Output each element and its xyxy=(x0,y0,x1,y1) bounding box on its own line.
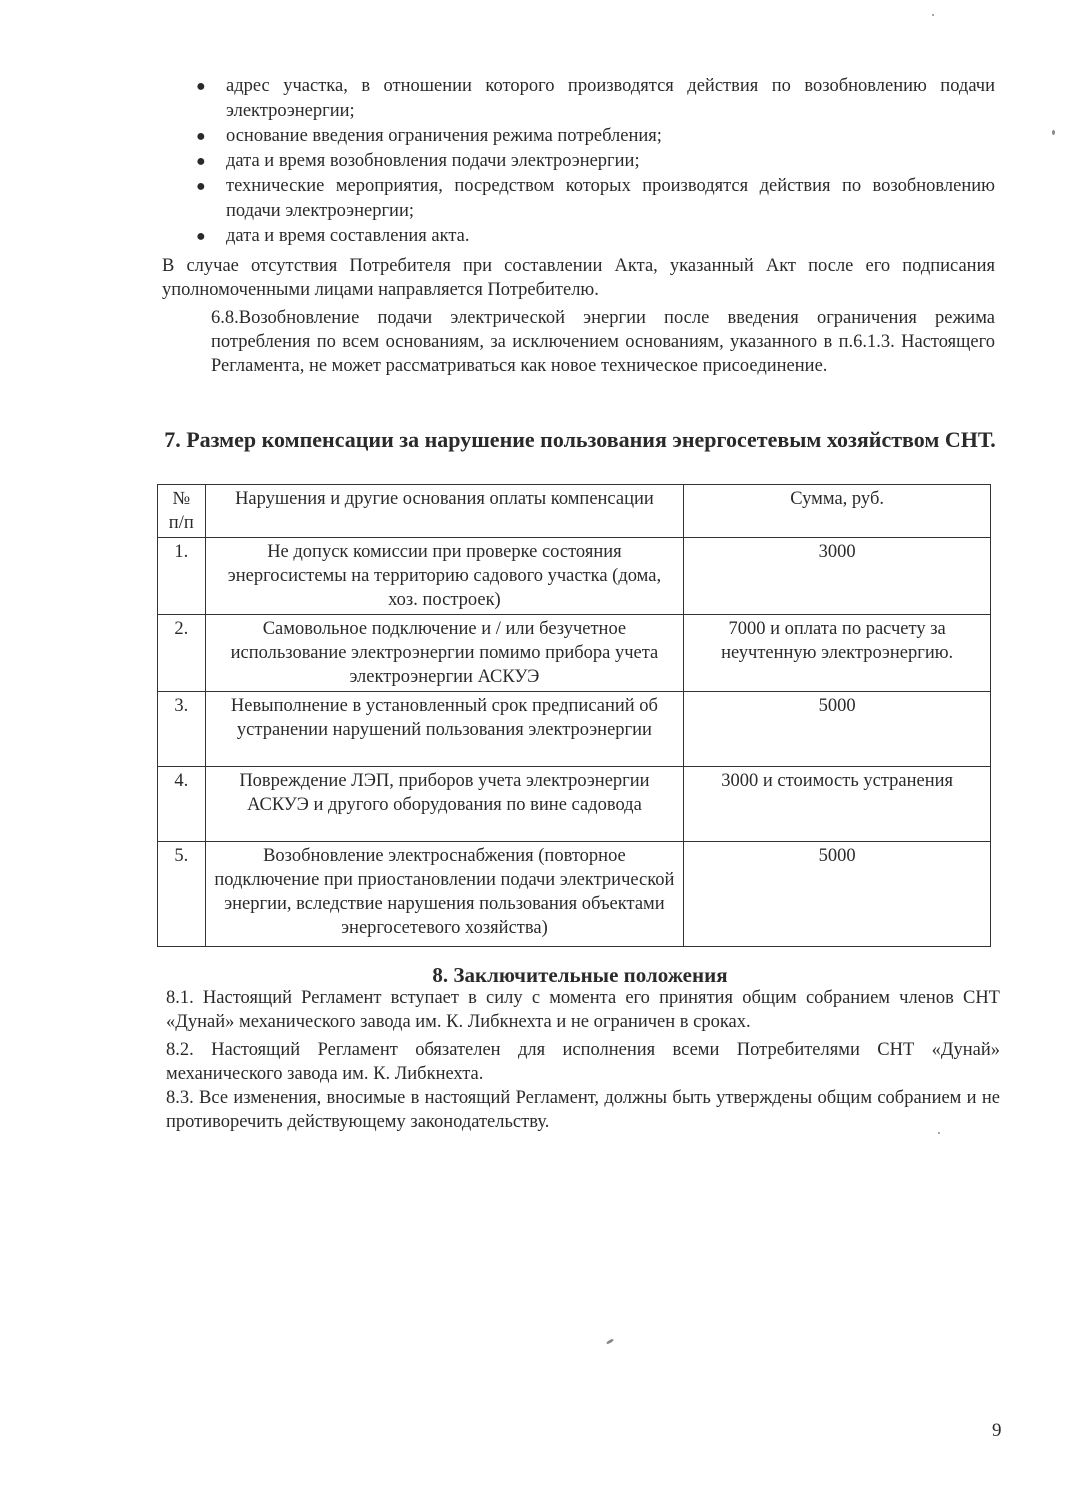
scan-speck xyxy=(938,1132,940,1134)
section-7-title: 7. Размер компенсации за нарушение пользования энергосетевым хозяйством СНТ. xyxy=(164,427,996,452)
table-row xyxy=(158,615,991,692)
row-amount: 3000 xyxy=(684,538,991,615)
paragraph-8-2: 8.2. Настоящий Регламент обязателен для исполнения всеми Потребителями СНТ «Дунай» механического завода им. К. Либкнехта. xyxy=(166,1040,1000,1084)
row-violation: Не допуск комиссии при проверке состояния энергосистемы на территорию садового участка (дома, хоз. построек) xyxy=(205,538,684,615)
bullet-icon: ● xyxy=(196,228,206,245)
row-num: 4. xyxy=(158,767,206,842)
row-violation: Возобновление электроснабжения (повторное подключение при приостановлении подачи электрической энергии, вследствие нарушения пользования объектами энергосетевого хозяйства) xyxy=(205,842,684,947)
row-num: 2. xyxy=(158,615,206,692)
row-violation: Повреждение ЛЭП, приборов учета электроэнергии АСКУЭ и другого оборудования по вине садовода xyxy=(205,767,684,842)
row-amount: 3000 и стоимость устранения xyxy=(684,767,991,842)
scan-speck xyxy=(932,14,934,16)
list-item xyxy=(190,124,995,149)
row-num: 5. xyxy=(158,842,206,947)
list-item xyxy=(190,149,995,174)
compensation-table xyxy=(157,484,991,947)
list-item xyxy=(190,224,995,249)
table-row xyxy=(158,692,991,767)
bullet-icon: ● xyxy=(196,78,206,95)
table-row xyxy=(158,767,991,842)
table-row xyxy=(158,538,991,615)
bullet-icon: ● xyxy=(196,128,206,145)
list-item-text: дата и время возобновления подачи электроэнергии; xyxy=(226,151,640,171)
page-number: 9 xyxy=(992,1420,1002,1441)
header-amount: Сумма, руб. xyxy=(684,485,991,538)
list-item-text: основание введения ограничения режима потребления; xyxy=(226,126,662,146)
paragraph-8-3: 8.3. Все изменения, вносимые в настоящий Регламент, должны быть утверждены общим собранием и не противоречить действующему законодательству. xyxy=(166,1088,1000,1132)
list-item-text: адрес участка, в отношении которого производятся действия по возобновлению подачи электроэнергии; xyxy=(226,76,995,121)
row-amount: 5000 xyxy=(684,842,991,947)
table-row xyxy=(158,842,991,947)
header-violation: Нарушения и другие основания оплаты компенсации xyxy=(205,485,684,538)
table-header-row xyxy=(158,485,991,538)
row-violation: Самовольное подключение и / или безучетное использование электроэнергии помимо прибора учета электроэнергии АСКУЭ xyxy=(205,615,684,692)
header-num: № п/п xyxy=(158,485,206,538)
paragraph-6-8: 6.8.Возобновление подачи электрической энергии после введения ограничения режима потребления по всем основаниям, за исключением основаниям, указанного в п.6.1.3. Настоящего Регламента, не может рассматриваться как новое техническое присоединение. xyxy=(211,308,995,376)
list-item xyxy=(190,74,995,124)
row-num: 1. xyxy=(158,538,206,615)
scan-speck xyxy=(606,1338,614,1345)
row-amount: 7000 и оплата по расчету за неучтенную электроэнергию. xyxy=(684,615,991,692)
row-amount: 5000 xyxy=(684,692,991,767)
scan-speck xyxy=(1052,130,1055,135)
row-num: 3. xyxy=(158,692,206,767)
paragraph-absent-consumer: В случае отсутствия Потребителя при составлении Акта, указанный Акт после его подписания уполномоченными лицами направляется Потребителю. xyxy=(162,256,995,300)
bullet-list xyxy=(190,74,995,249)
bullet-icon: ● xyxy=(196,178,206,195)
row-violation: Невыполнение в установленный срок предписаний об устранении нарушений пользования электроэнергии xyxy=(205,692,684,767)
list-item-text: технические мероприятия, посредством которых производятся действия по возобновлению подачи электроэнергии; xyxy=(226,176,995,221)
section-8-title: 8. Заключительные положения xyxy=(432,963,728,987)
paragraph-8-1: 8.1. Настоящий Регламент вступает в силу с момента его принятия общим собранием членов СНТ «Дунай» механического завода им. К. Либкнехта и не ограничен в сроках. xyxy=(166,988,1000,1032)
bullet-icon: ● xyxy=(196,153,206,170)
list-item xyxy=(190,174,995,224)
list-item-text: дата и время составления акта. xyxy=(226,226,470,246)
